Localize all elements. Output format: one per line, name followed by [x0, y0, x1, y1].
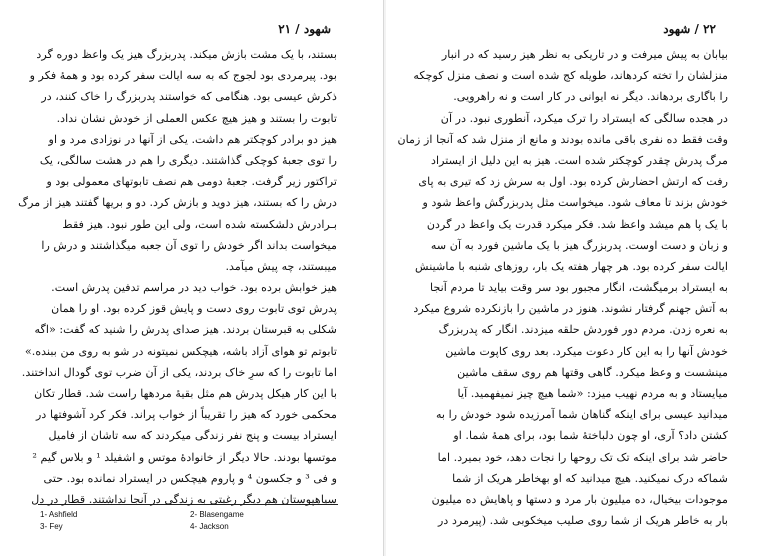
text-line: موتسها بودند. حالا دیگر از خانوادهٔ موتس و اشفیلد ¹ و بلاس گیم ² — [32, 450, 337, 464]
text-line: تراکتور زیر گرفت. جعبهٔ دومی هم نصف تابوتهای معمولی بود و — [46, 175, 337, 189]
page-header: شهود / ۲۱ — [278, 22, 331, 36]
text-line: بستند، با یک مشت بازش میکند. پدربزرگ هیز یک واعظ دوره گرد — [36, 48, 337, 61]
text-line: اما تابوت را که سرِ خاک بردند، یکی از آن ضرب توی گودال انداختند. — [21, 365, 337, 379]
text-line: با یک پا هم میشد واعظ شد. فکر میکرد قدرت یک واعظ در گردن — [426, 217, 728, 231]
text-line: به ایستراد برمیگشت، انگار مجبور بود سر وقت بیاید تا مردم آنجا — [430, 281, 728, 295]
text-line: به نعره زدن. مردم دور فوردش حلقه میزدند. انگار که پدربزرگ — [438, 323, 728, 337]
text-line: بـرادرش دلشکسته شده است، ولی این طور نبود. هیز فقط — [62, 217, 337, 231]
footnotes — [40, 509, 340, 533]
footnote: 2- Blasengame — [190, 510, 244, 519]
text-line: هیز دو برادر کوچکتر هم داشت. یکی از آنها در نوزادی مرد و او — [48, 132, 337, 146]
text-line: ایستراد بیست و پنج نفر زندگی میکردند که سه تاشان از فامیل — [48, 429, 337, 443]
footnote: 4- Jackson — [190, 522, 229, 531]
page-body — [18, 44, 337, 510]
text-line: میایستاد و به مردم نهیب میزد: «شما هیچ چیز نمیفهمید. آیا — [457, 387, 728, 400]
text-line: مینشست و وعظ میکرد. گاهی وقتها هم روی سقف ماشین — [457, 365, 728, 379]
text-line: شماکه درک نمیکنید. هیچ میدانید که او بهخاطر هریک از شما — [452, 471, 728, 485]
text-line: ایالت سفر کرده بود. هر چهار هفته یک بار، روزهای شنبه با ماشینش — [415, 259, 728, 273]
text-line: بیابان به پیش میرفت و در تاریکی به نظر هیز رسید که در انبار — [441, 48, 728, 61]
footnote: 3- Fey — [40, 522, 63, 531]
footnote-divider — [38, 504, 338, 505]
text-line: خودش آنها را به این کار دعوت میکرد. بعد روی کاپوت ماشین — [445, 344, 728, 358]
text-line: ذکرش عیسی بود. هنگامی که خواستند پدربزرگ را خاک کنند، در — [41, 90, 337, 104]
text-line: را باگاری بردهاند. دیگر نه ایوانی در کار است و نه راهرویی. — [453, 90, 728, 104]
text-line: منزلشان را تخته کردهاند، طویله کج شده است و نصف منزل کوچکه — [413, 69, 728, 83]
text-line: خودش بزند تا معاف شود. میخواست مثل پدربزرگش واعظ شود و — [422, 196, 728, 210]
text-line: میخواست بداند اگر خودش را توی آن جعبه میگذاشتند و درش را — [41, 238, 337, 252]
text-line: شکلی به قبرستان بردند. هیز صدای پدرش را شنید که گفت: «اگه — [34, 323, 337, 337]
text-line: بار به خاطر هریک از شما روی صلیب میخکوبی شد. (پیرمرد در — [438, 514, 728, 528]
page-header: ۲۲ / شهود — [663, 22, 716, 36]
text-line: میدانید عیسی برای اینکه گناهان شما آمرزیده شود خودش را به — [435, 408, 728, 422]
right-page — [386, 0, 768, 556]
text-line: تابوت را بستند و هیز هیچ عکس العملی از خودش نشان نداد. — [56, 111, 337, 125]
text-line: سیاهپوستان هم دیگر رغبتی به زندگی در آنجا نداشتند. قطار در دل — [31, 492, 337, 506]
text-line: حاضر شد برای اینکه تک تک روحها را نجات دهد، خود بمیرد. اما — [437, 450, 728, 464]
text-line: در هجده سالگی که ایستراد را ترک میکرد، آنطوری نبود. در آن — [440, 111, 728, 125]
text-line: میبستند، چه پیش میآمد. — [225, 259, 337, 273]
text-line: محکمی خورد که هیز را تقریباً از خواب پراند. فکر کرد آشوفتها در — [36, 408, 337, 422]
text-line: رفت که ارتش احضارش کرده بود. اول به سرش زد که تیری به پای — [418, 175, 728, 189]
text-line: مرگ پدرش چقدر کوچکتر شده است. هیز به این دلیل از ایستراد — [431, 153, 728, 167]
text-line: بود. پیرمردی بود لجوج که به سه ایالت سفر کرده بود و همهٔ فکر و — [29, 69, 337, 83]
text-line: و زبان و دست اوست. پدربزرگ هیز با یک ماشین فورد به آن سه — [430, 238, 728, 252]
text-line: هیز خوابش برده بود. خواب دید در مراسم تدفین پدرش است. — [51, 281, 337, 295]
text-line: تابوتم تو هوای آزاد باشه، هیچکس نمیتونه در شو به روی من ببنده.» — [24, 344, 337, 358]
text-line: کشتن داد؟ آری، او چون دلباختهٔ شما بود، برای همهٔ شما. او — [453, 429, 728, 443]
text-line: درش را که بستند، هیز دوید و بازش کرد. دو و بریها گفتند هیز از مرگ — [18, 196, 337, 210]
text-line: پدرش توی تابوت روی دست و پایش قوز کرده بود. او را همان — [51, 302, 337, 316]
text-line: به آتش جهنم گرفتار نشوند. هنوز در ماشین را بازنکرده شروع میکرد — [413, 302, 728, 316]
text-line: موجودات بیخیال، ده میلیون بار مرد و دستها و پاهایش ده میلیون — [431, 492, 728, 506]
text-line: را توی جعبهٔ کوچکی گذاشتند. دیگری را هم در هشت سالگی، یک — [39, 153, 337, 167]
text-line: و فی ³ و جکسون ⁴ و پاروم هیچکس در ایستراد نمانده بود. حتی — [43, 471, 337, 485]
text-line: با این کار هیکل پدرش هم مثل بقیهٔ مردهها راست شد. قطار تکان — [34, 387, 337, 400]
page-body — [397, 44, 728, 531]
text-line: وقت فقط ده نفری باقی مانده بودند و مانع از منزل شد که آنجا از زمان — [397, 132, 728, 146]
footnote: 1- Ashfield — [40, 510, 78, 519]
